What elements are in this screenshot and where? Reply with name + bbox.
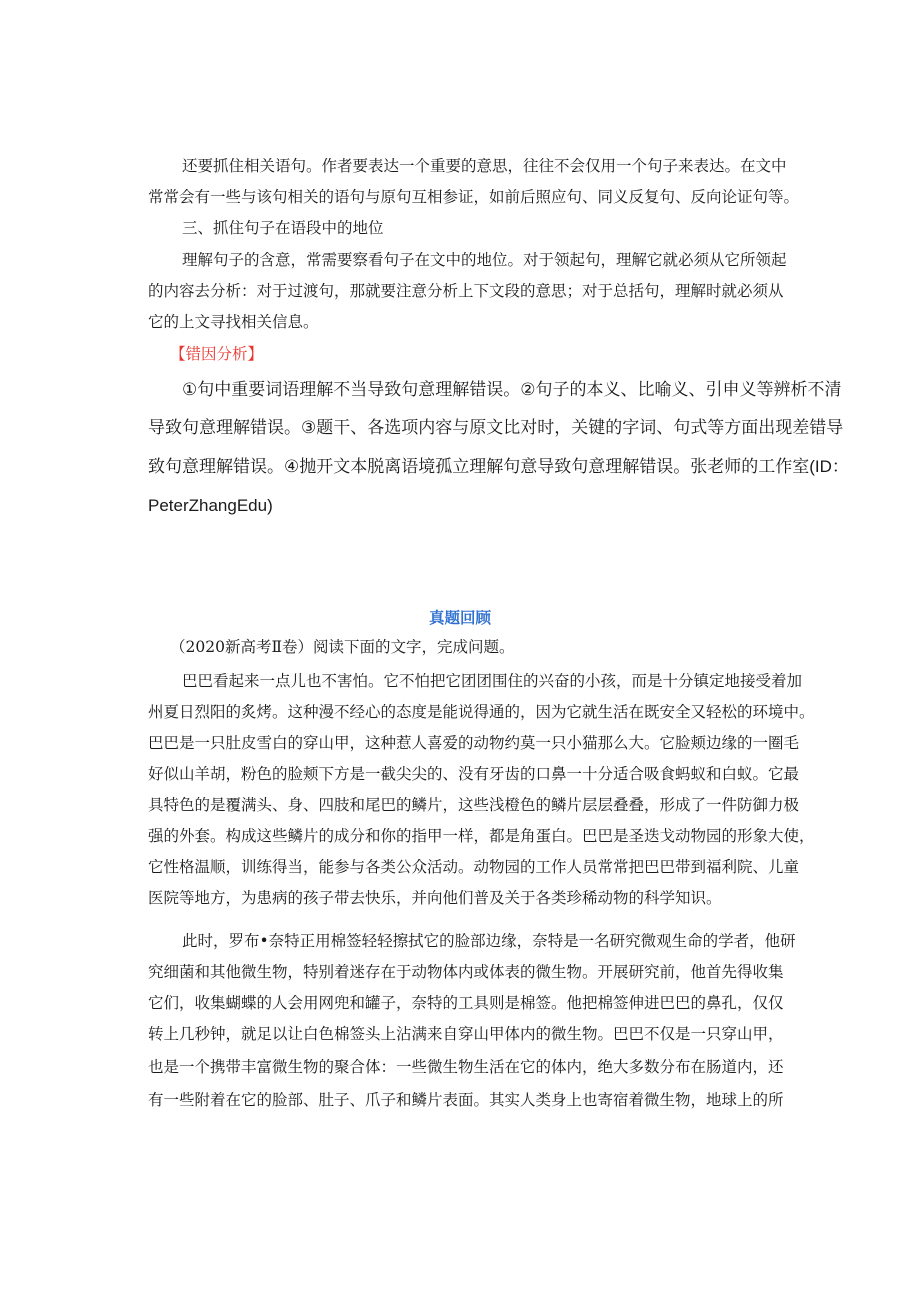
text-line: 州夏日烈阳的炙烤。这种漫不经心的态度是能说得通的，因为它就生活在既安全又轻松的环境中。 — [148, 703, 815, 721]
section-title: 真题回顾 — [428, 608, 491, 627]
text-line: 此时，罗布•奈特正用棉签轻轻擦拭它的脸部边缘，奈特是一名研究微观生命的学者，他研 — [182, 932, 796, 950]
text-line: 巴巴是一只肚皮雪白的穿山甲，这种惹人喜爱的动物约莫一只小猫那么大。它脸颊边缘的一圈毛 — [148, 734, 800, 752]
text-line: 的内容去分析：对于过渡句，那就要注意分析上下文段的意思；对于总括句，理解时就必须从 — [148, 282, 784, 300]
text-line: 好似山羊胡，粉色的脸颊下方是一截尖尖的、没有牙齿的口鼻一十分适合吸食蚂蚁和白蚁。它最 — [148, 765, 800, 783]
text-line: 也是一个携带丰富微生物的聚合体：一些微生物生活在它的体内，绝大多数分布在肠道内，还 — [148, 1058, 784, 1076]
text-line: 医院等地方，为患病的孩子带去快乐，并向他们普及关于各类珍稀动物的科学知识。 — [148, 889, 722, 907]
text-line: 致句意理解错误。④抛开文本脱离语境孤立理解句意导致句意理解错误。张老师的工作室(ID： — [148, 457, 849, 476]
text-line: 究细菌和其他微生物，特别着迷存在于动物体内或体表的微生物。开展研究前，他首先得收集 — [148, 963, 784, 981]
text-line: 巴巴看起来一点儿也不害怕。它不怕把它团团围住的兴奋的小孩，而是十分镇定地接受着加 — [182, 672, 803, 690]
text-line: 转上几秒钟，就足以让白色棉签头上沾满来自穿山甲体内的微生物。巴巴不仅是一只穿山甲， — [148, 1025, 784, 1043]
text-line: 有一些附着在它的脸部、肚子、爪子和鳞片表面。其实人类身上也寄宿着微生物，地球上的所 — [148, 1091, 784, 1109]
text-line: 常常会有一些与该句相关的语句与原句互相参证，如前后照应句、同义反复句、反向论证句等。 — [148, 188, 800, 206]
error-analysis-heading: 【错因分析】 — [170, 345, 264, 363]
source-line: （2020新高考Ⅱ卷）阅读下面的文字，完成问题。 — [170, 638, 515, 656]
section-heading: 三、抓住句子在语段中的地位 — [182, 219, 384, 237]
text-line: 强的外套。构成这些鳞片的成分和你的指甲一样，都是角蛋白。巴巴是圣迭戈动物园的形象大使， — [148, 827, 815, 845]
text-line: 还要抓住相关语句。作者要表达一个重要的意思，往往不会仅用一个句子来表达。在文中 — [182, 157, 787, 175]
text-line: 导致句意理解错误。③题干、各选项内容与原文比对时，关键的字词、句式等方面出现差错导 — [148, 418, 844, 437]
text-line: 它们，收集蝴蝶的人会用网兜和罐子，奈特的工具则是棉签。他把棉签伸进巴巴的鼻孔，仅仅 — [148, 994, 784, 1012]
text-line: 它性格温顺，训练得当，能参与各类公众活动。动物园的工作人员常常把巴巴带到福利院、儿童 — [148, 858, 800, 876]
text-line: 理解句子的含意，常需要察看句子在文中的地位。对于领起句，理解它就必须从它所领起 — [182, 251, 787, 269]
text-line: ①句中重要词语理解不当导致句意理解错误。②句子的本义、比喻义、引申义等辨析不清 — [182, 380, 842, 399]
text-line: 具特色的是覆满头、身、四肢和尾巴的鳞片，这些浅橙色的鳞片层层叠叠，形成了一件防御力极 — [148, 796, 800, 814]
text-line: PeterZhangEdu) — [148, 496, 273, 515]
text-line: 它的上文寻找相关信息。 — [148, 313, 319, 331]
